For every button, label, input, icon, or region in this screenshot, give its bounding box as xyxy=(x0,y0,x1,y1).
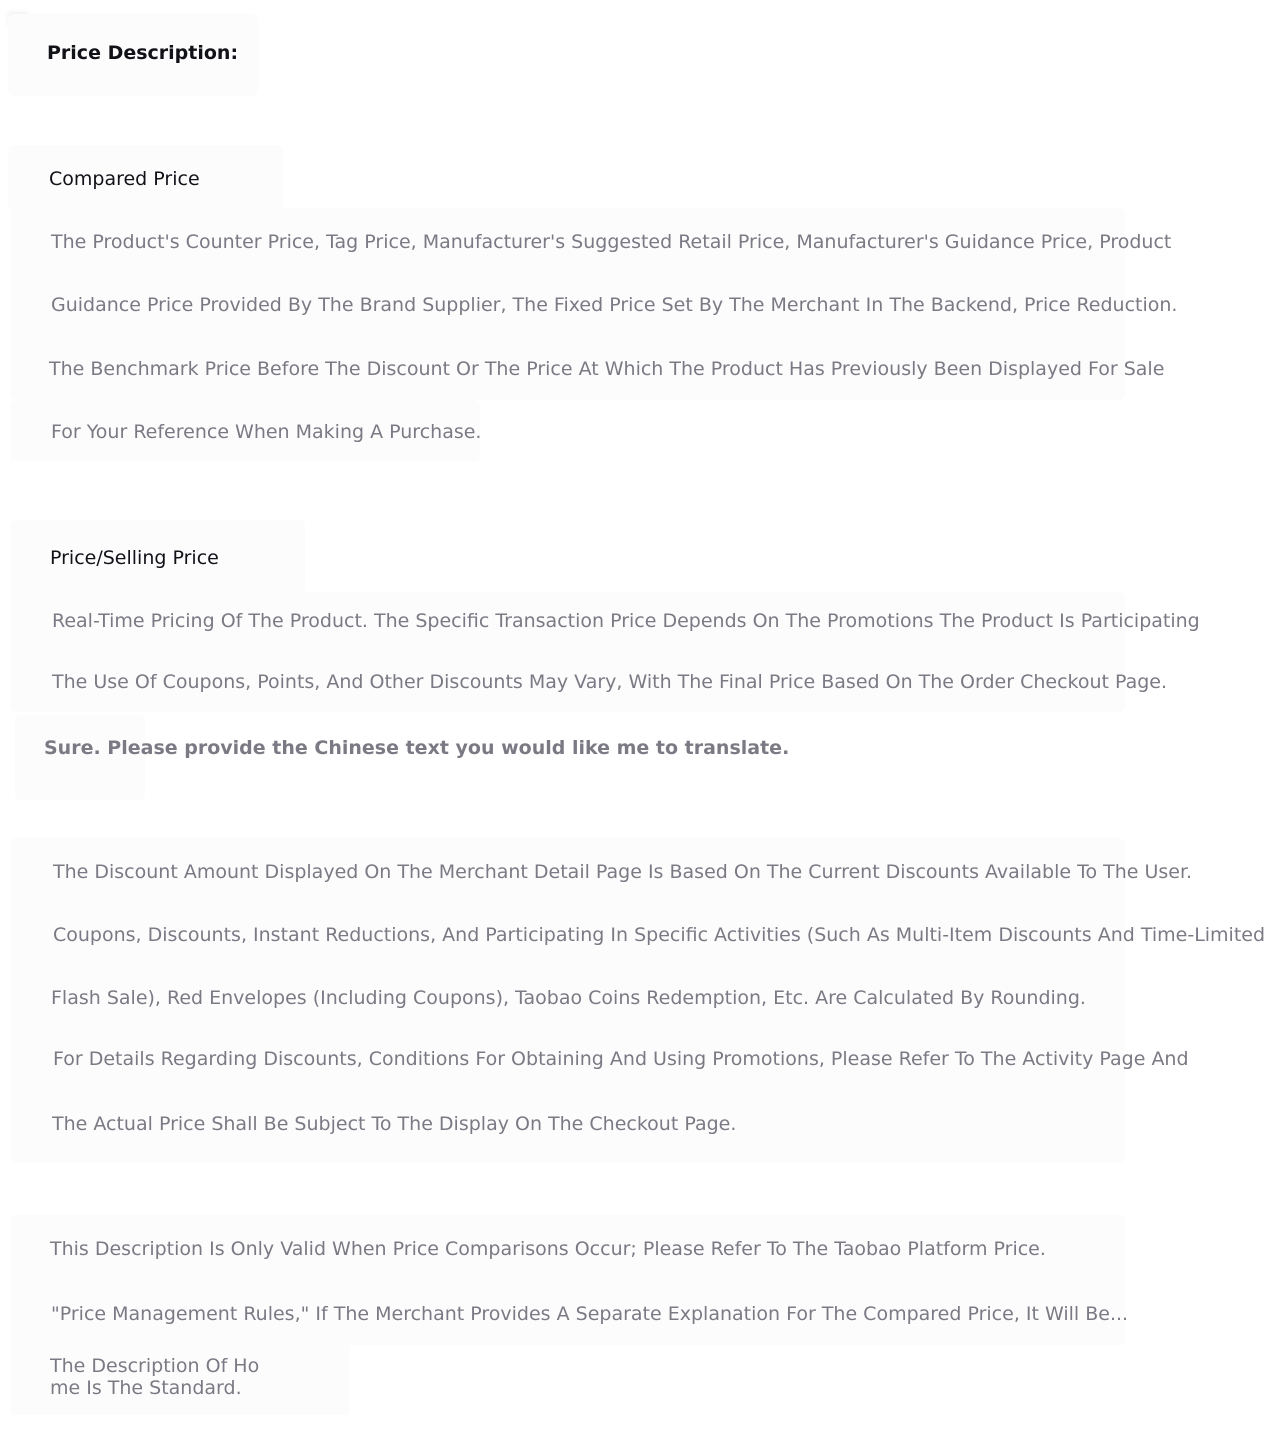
selling-price-heading: Price/Selling Price xyxy=(50,547,219,569)
discount-line: Coupons, Discounts, Instant Reductions, And Participating In Specific Activities (Such As Multi-Item Discounts And Time-Limited xyxy=(53,924,1265,946)
note-line: "Price Management Rules," If The Merchant Provides A Separate Explanation For The Compared Price, It Will Be... xyxy=(51,1303,1129,1325)
discount-line: The Discount Amount Displayed On The Merchant Detail Page Is Based On The Current Discounts Available To The User. xyxy=(53,861,1193,883)
compared-price-line: For Your Reference When Making A Purchase. xyxy=(51,421,482,443)
compared-price-heading: Compared Price xyxy=(49,168,200,190)
selling-price-line: Real-Time Pricing Of The Product. The Specific Transaction Price Depends On The Promotions The Product Is Participating xyxy=(52,610,1200,632)
note-line: This Description Is Only Valid When Price Comparisons Occur; Please Refer To The Taobao Platform Price. xyxy=(50,1238,1046,1260)
page-title: Price Description: xyxy=(47,42,239,64)
note-tail-line: The Description Of Ho xyxy=(50,1355,260,1377)
selling-price-line: The Use Of Coupons, Points, And Other Discounts May Vary, With The Final Price Based On The Order Checkout Page. xyxy=(52,671,1168,693)
discount-line: Flash Sale), Red Envelopes (Including Coupons), Taobao Coins Redemption, Etc. Are Calculated By Rounding. xyxy=(51,987,1086,1009)
compared-price-line: The Product's Counter Price, Tag Price, Manufacturer's Suggested Retail Price, Manufacturer's Guidance Price, Product xyxy=(51,231,1172,253)
discount-line: For Details Regarding Discounts, Conditions For Obtaining And Using Promotions, Please Refer To The Activity Page And xyxy=(53,1048,1189,1070)
compared-price-line: Guidance Price Provided By The Brand Supplier, The Fixed Price Set By The Merchant In The Backend, Price Reduction. xyxy=(51,294,1178,316)
note-tail-line: me Is The Standard. xyxy=(50,1377,242,1399)
translation-note: Sure. Please provide the Chinese text you would like me to translate. xyxy=(44,737,790,759)
discount-line: The Actual Price Shall Be Subject To The Display On The Checkout Page. xyxy=(52,1113,737,1135)
compared-price-line: The Benchmark Price Before The Discount Or The Price At Which The Product Has Previously Been Displayed For Sale xyxy=(49,358,1165,380)
